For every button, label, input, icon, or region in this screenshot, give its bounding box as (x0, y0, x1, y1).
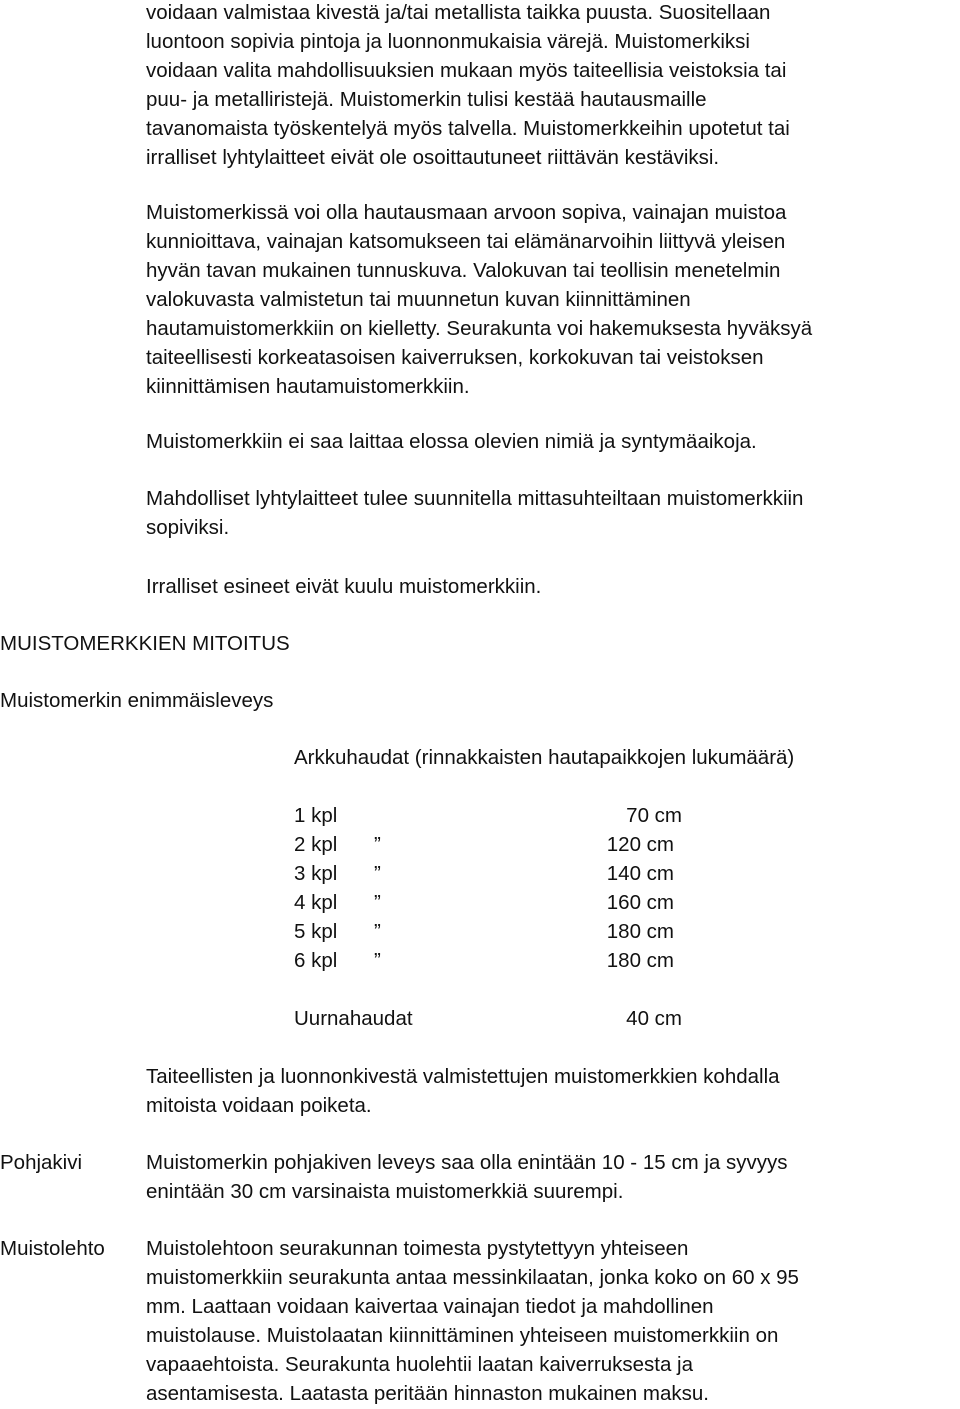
grave-count: 3 kpl (294, 862, 338, 885)
text-line: sopiviksi. (146, 516, 230, 539)
memorial-grove-label: Muistolehto (0, 1237, 105, 1260)
text-line: Muistolehtoon seurakunnan toimesta pystytettyyn yhteiseen (146, 1237, 689, 1260)
text-line: Muistomerkissä voi olla hautausmaan arvoon sopiva, vainajan muistoa (146, 201, 787, 224)
text-line: Mahdolliset lyhtylaitteet tulee suunnitella mittasuhteiltaan muistomerkkiin (146, 487, 804, 510)
table-row (294, 830, 714, 859)
table-row (294, 888, 714, 917)
text-line: valokuvasta valmistetun tai muunnetun kuvan kiinnittäminen (146, 288, 691, 311)
text-line: Taiteellisten ja luonnonkivestä valmistettujen muistomerkkien kohdalla (146, 1065, 780, 1088)
text-line: voidaan valmistaa kivestä ja/tai metallista taikka puusta. Suositellaan (146, 1, 771, 24)
text-line: kiinnittämisen hautamuistomerkkiin. (146, 375, 470, 398)
text-line: enintään 30 cm varsinaista muistomerkkiä suurempi. (146, 1180, 624, 1203)
text-line: voidaan valita mahdollisuuksien mukaan myös taiteellisia veistoksia tai (146, 59, 787, 82)
max-width: 180 cm (606, 920, 674, 943)
max-width: 70 cm (626, 804, 682, 827)
ditto-mark: ” (374, 862, 381, 885)
ditto-mark: ” (374, 920, 381, 943)
table-row (294, 946, 714, 975)
text-line: mm. Laattaan voidaan kaivertaa vainajan tiedot ja mahdollinen (146, 1295, 714, 1318)
table-row (294, 917, 714, 946)
text-line: hautamuistomerkkiin on kielletty. Seurakunta voi hakemuksesta hyväksyä (146, 317, 813, 340)
text-line: hyvän tavan mukainen tunnuskuva. Valokuvan tai teollisin menetelmin (146, 259, 781, 282)
text-line: mitoista voidaan poiketa. (146, 1094, 372, 1117)
text-line: Muistomerkin pohjakiven leveys saa olla enintään 10 - 15 cm ja syvyys (146, 1151, 788, 1174)
exception-paragraph (146, 1062, 954, 1120)
table-row (294, 859, 714, 888)
section-heading: MUISTOMERKKIEN MITOITUS (0, 632, 290, 655)
living-names-paragraph (146, 427, 954, 456)
table-row-urn (294, 1004, 714, 1033)
max-width: 160 cm (606, 891, 674, 914)
text-line: muistomerkkiin seurakunta antaa messinkilaatan, jonka koko on 60 x 95 (146, 1266, 799, 1289)
text-line: Irralliset esineet eivät kuulu muistomerkkiin. (146, 575, 542, 598)
intro-paragraph (146, 0, 954, 172)
text-line: luontoon sopivia pintoja ja luonnonmukaisia värejä. Muistomerkiksi (146, 30, 750, 53)
text-line: kunnioittava, vainajan katsomukseen tai elämänarvoihin liittyvä yleisen (146, 230, 786, 253)
memorial-grove-paragraph (146, 1234, 954, 1408)
loose-items-paragraph (146, 572, 954, 601)
grave-count: 5 kpl (294, 920, 338, 943)
grave-count: 6 kpl (294, 949, 338, 972)
text-line: muistolause. Muistolaatan kiinnittäminen yhteiseen muistomerkkiin on (146, 1324, 779, 1347)
text-line: asentamisesta. Laatasta peritään hinnaston mukainen maksu. (146, 1382, 709, 1405)
ditto-mark: ” (374, 949, 381, 972)
symbol-paragraph (146, 198, 954, 401)
base-stone-label: Pohjakivi (0, 1151, 83, 1174)
subheading: Muistomerkin enimmäisleveys (0, 689, 274, 712)
ditto-mark: ” (374, 891, 381, 914)
table-row (294, 801, 714, 830)
grave-count: 4 kpl (294, 891, 338, 914)
text-line: taiteellisesti korkeatasoisen kaiverruksen, korkokuvan tai veistoksen (146, 346, 764, 369)
max-width: 180 cm (606, 949, 674, 972)
text-line: puu- ja metalliristejä. Muistomerkin tulisi kestää hautausmaille (146, 88, 707, 111)
max-width: 120 cm (606, 833, 674, 856)
max-width: 40 cm (626, 1007, 682, 1030)
text-line: Muistomerkkiin ei saa laittaa elossa olevien nimiä ja syntymäaikoja. (146, 430, 757, 453)
ditto-mark: ” (374, 833, 381, 856)
base-stone-paragraph (146, 1148, 954, 1206)
grave-count: 1 kpl (294, 804, 338, 827)
grave-count: 2 kpl (294, 833, 338, 856)
lantern-paragraph (146, 484, 954, 542)
urn-label: Uurnahaudat (294, 1007, 413, 1030)
text-line: tavanomaista työskentelyä myös talvella. Muistomerkkeihin upotetut tai (146, 117, 790, 140)
text-line: vapaaehtoista. Seurakunta huolehtii laatan kaiverruksesta ja (146, 1353, 694, 1376)
max-width: 140 cm (606, 862, 674, 885)
text-line: irralliset lyhtylaitteet eivät ole osoittautuneet riittävän kestäviksi. (146, 146, 720, 169)
table-caption: Arkkuhaudat (rinnakkaisten hautapaikkojen lukumäärä) (294, 746, 795, 769)
